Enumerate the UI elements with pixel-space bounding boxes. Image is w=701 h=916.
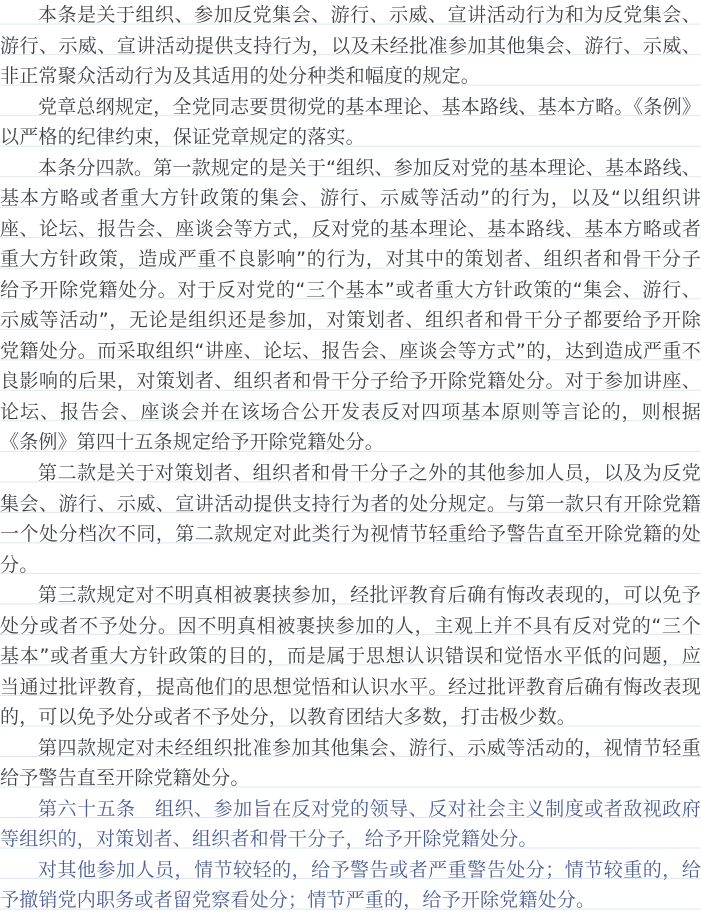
statute-article-65-paragraph-2: 对其他参加人员，情节较轻的，给予警告或者严重警告处分；情节较重的，给予撤销党内职务或者留党察看处分；情节严重的，给予开除党籍处分。 bbox=[0, 858, 701, 912]
commentary-paragraph-charter: 党章总纲规定，全党同志要贯彻党的基本理论、基本路线、基本方略。《条例》以严格的纪律约束，保证党章规定的落实。 bbox=[0, 95, 701, 149]
commentary-paragraph-clause-2: 第二款是关于对策划者、组织者和骨干分子之外的其他参加人员，以及为反党集会、游行、示威、宣讲活动提供支持行为者的处分规定。与第一款只有开除党籍一个处分档次不同，第二款规定对此类行为视情节轻重给予警告直至开除党籍的处分。 bbox=[0, 461, 701, 576]
statute-article-65-paragraph: 第六十五条 组织、参加旨在反对党的领导、反对社会主义制度或者敌视政府等组织的，对策划者、组织者和骨干分子，给予开除党籍处分。 bbox=[0, 797, 701, 851]
commentary-paragraph-scope: 本条是关于组织、参加反党集会、游行、示威、宣讲活动行为和为反党集会、游行、示威、宣讲活动提供支持行为，以及未经批准参加其他集会、游行、示威、非正常聚众活动行为及其适用的处分种类和幅度的规定。 bbox=[0, 4, 701, 88]
commentary-paragraph-clause-1: 本条分四款。第一款规定的是关于“组织、参加反对党的基本理论、基本路线、基本方略或者重大方针政策的集会、游行、示威等活动”的行为，以及“以组织讲座、论坛、报告会、座谈会等方式，反对党的基本理论、基本路线、基本方略或者重大方针政策，造成严重不良影响”的行为，对其中的策划者、组织者和骨干分子给予开除党籍处分。对于反对党的“三个基本”或者重大方针政策的“集会、游行、示威等活动”，无论是组织还是参加，对策划者、组织者和骨干分子都要给予开除党籍处分。而采取组织“讲座、论坛、报告会、座谈会等方式”的，达到造成严重不良影响的后果，对策划者、组织者和骨干分子给予开除党籍处分。对于参加讲座、论坛、报告会、座谈会并在该场合公开发表反对四项基本原则等言论的，则根据《条例》第四十五条规定给予开除党籍处分。 bbox=[0, 156, 701, 454]
commentary-paragraph-clause-4: 第四款规定对未经组织批准参加其他集会、游行、示威等活动的，视情节轻重给予警告直至开除党籍处分。 bbox=[0, 736, 701, 790]
commentary-paragraph-clause-3: 第三款规定对不明真相被裹挟参加，经批评教育后确有悔改表现的，可以免予处分或者不予处分。因不明真相被裹挟参加的人，主观上并不具有反对党的“三个基本”或者重大方针政策的目的，而是属于思想认识错误和觉悟水平低的问题，应当通过批评教育，提高他们的思想觉悟和认识水平。经过批评教育后确有悔改表现的，可以免予处分或者不予处分，以教育团结大多数，打击极少数。 bbox=[0, 584, 701, 729]
